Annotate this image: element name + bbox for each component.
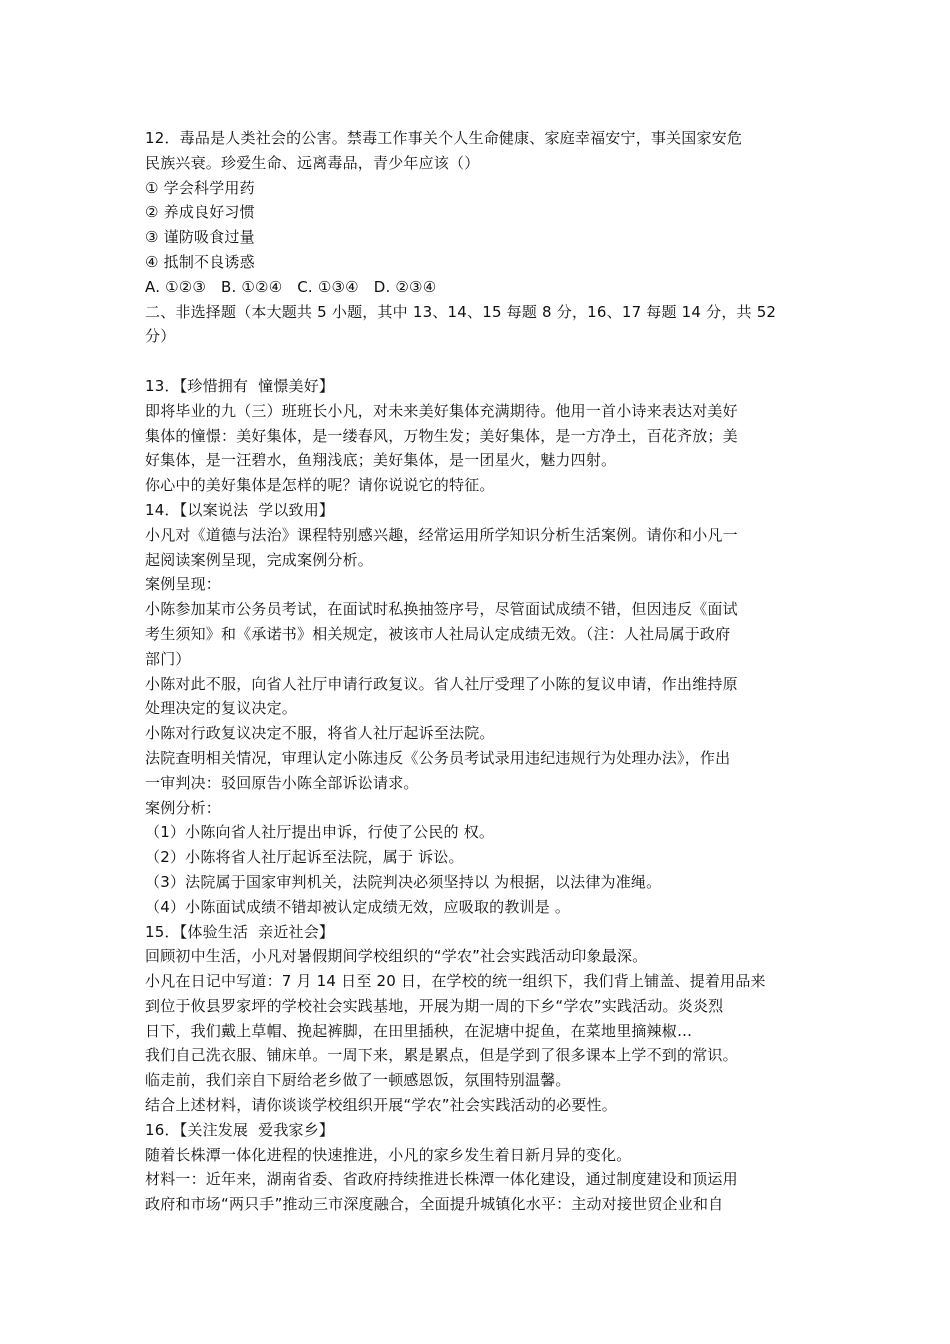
sub-question: （4）小陈面试成绩不错却被认定成绩无效，应吸取的教训是 。 (145, 897, 571, 916)
paragraph-line: 小凡在日记中写道：7 月 14 日至 20 日，在学校的统一组织下，我们背上铺盖、提着用品来 (145, 972, 766, 991)
sub-question: （1）小陈向省人社厅提出申诉，行使了公民的 权。 (145, 823, 495, 842)
section-heading-line: 二、非选择题（本大题共 5 小题，其中 13、14、15 每题 8 分，16、17 每题 14 分，共 52 (145, 302, 777, 321)
answer-choices: A. ①②③ B. ①②④ C. ①③④ D. ②③④ (145, 277, 437, 296)
paragraph-line: 材料一：近年来，湖南省委、省政府持续推进长株潭一体化建设，通过制度建设和顶运用 (145, 1170, 738, 1189)
paragraph-line: 好集体，是一汪碧水，鱼翔浅底；美好集体，是一团星火，魅力四射。 (145, 451, 617, 470)
section-heading-line: 分） (145, 327, 176, 346)
paragraph-line: 法院查明相关情况，审理认定小陈违反《公务员考试录用违纪违规行为处理办法》，作出 (145, 748, 731, 767)
option-item: ② 养成良好习惯 (145, 203, 255, 222)
document-body (145, 126, 810, 1217)
question-13 (145, 374, 810, 498)
question-stem: 民族兴衰。珍爱生命、远离毒品，青少年应该（） (145, 153, 480, 172)
paragraph-line: 结合上述材料，请你谈谈学校组织开展“学农”社会实践活动的必要性。 (145, 1096, 617, 1115)
paragraph-line: 案例分析： (145, 798, 222, 817)
paragraph-line: 考生须知》和《承诺书》相关规定，被该市人社局认定成绩无效。（注：人社局属于政府 (145, 624, 731, 643)
paragraph-line: 即将毕业的九（三）班班长小凡，对未来美好集体充满期待。他用一首小诗来表达对美好 (145, 401, 738, 420)
question-15 (145, 920, 810, 1118)
section-heading (145, 300, 810, 350)
option-item: ③ 谨防吸食过量 (145, 228, 255, 247)
paragraph-line: 小陈参加某市公务员考试，在面试时私换抽签序号，尽管面试成绩不错，但因违反《面试 (145, 600, 738, 619)
paragraph-line: 起阅读案例呈现，完成案例分析。 (145, 550, 374, 569)
paragraph-line: 部门） (145, 649, 191, 668)
sub-question: （3）法院属于国家审判机关，法院判决必须坚持以 为根据，以法律为准绳。 (145, 872, 662, 891)
question-14 (145, 498, 810, 920)
paragraph-line: 到位于攸县罗家坪的学校社会实践基地，开展为期一周的下乡“学农”实践活动。炎炎烈 (145, 996, 724, 1015)
paragraph-line: 小陈对此不服，向省人社厅申请行政复议。省人社厅受理了小陈的复议申请，作出维持原 (145, 674, 738, 693)
paragraph-line: 小陈对行政复议决定不服，将省人社厅起诉至法院。 (145, 724, 495, 743)
paragraph-line: 临走前，我们亲自下厨给老乡做了一顿感恩饭，氛围特别温馨。 (145, 1071, 571, 1090)
paragraph-line: 处理决定的复议决定。 (145, 699, 298, 718)
paragraph-line: 小凡对《道德与法治》课程特别感兴趣，经常运用所学知识分析生活案例。请你和小凡一 (145, 525, 738, 544)
option-item: ① 学会科学用药 (145, 178, 255, 197)
question-stem: 12．毒品是人类社会的公害。禁毒工作事关个人生命健康、家庭幸福安宁，事关国家安危 (145, 129, 743, 147)
question-title: 13．【珍惜拥有 憧憬美好】 (145, 376, 335, 395)
sub-question: （2）小陈将省人社厅起诉至法院，属于 诉讼。 (145, 848, 464, 867)
paragraph-line: 案例呈现： (145, 575, 222, 594)
question-title: 15．【体验生活 亲近社会】 (145, 922, 335, 941)
question-title: 14．【以案说法 学以致用】 (145, 500, 335, 519)
option-item: ④ 抵制不良诱惑 (145, 252, 255, 271)
paragraph-line: 集体的憧憬：美好集体，是一缕春风，万物生发；美好集体，是一方净土，百花齐放；美 (145, 426, 738, 445)
question-title: 16．【关注发展 爱我家乡】 (145, 1120, 335, 1139)
paragraph-line: 日下，我们戴上草帽、挽起裤脚，在田里插秧，在泥塘中捉鱼，在菜地里摘辣椒… (145, 1021, 693, 1040)
paragraph-line: 回顾初中生活，小凡对暑假期间学校组织的“学农”社会实践活动印象最深。 (145, 947, 648, 966)
question-16 (145, 1118, 810, 1217)
blank-line (145, 349, 810, 374)
paragraph-line: 你心中的美好集体是怎样的呢？请你说说它的特征。 (145, 476, 495, 495)
question-12 (145, 126, 810, 300)
paragraph-line: 随着长株潭一体化进程的快速推进，小凡的家乡发生着日新月异的变化。 (145, 1145, 632, 1164)
paragraph-line: 一审判决：驳回原告小陈全部诉讼请求。 (145, 773, 419, 792)
paragraph-line: 政府和市场“两只手”推动三市深度融合，全面提升城镇化水平：主动对接世贸企业和自 (145, 1195, 724, 1214)
paragraph-line: 我们自己洗衣服、铺床单。一周下来，累是累点，但是学到了很多课本上学不到的常识。 (145, 1046, 738, 1065)
